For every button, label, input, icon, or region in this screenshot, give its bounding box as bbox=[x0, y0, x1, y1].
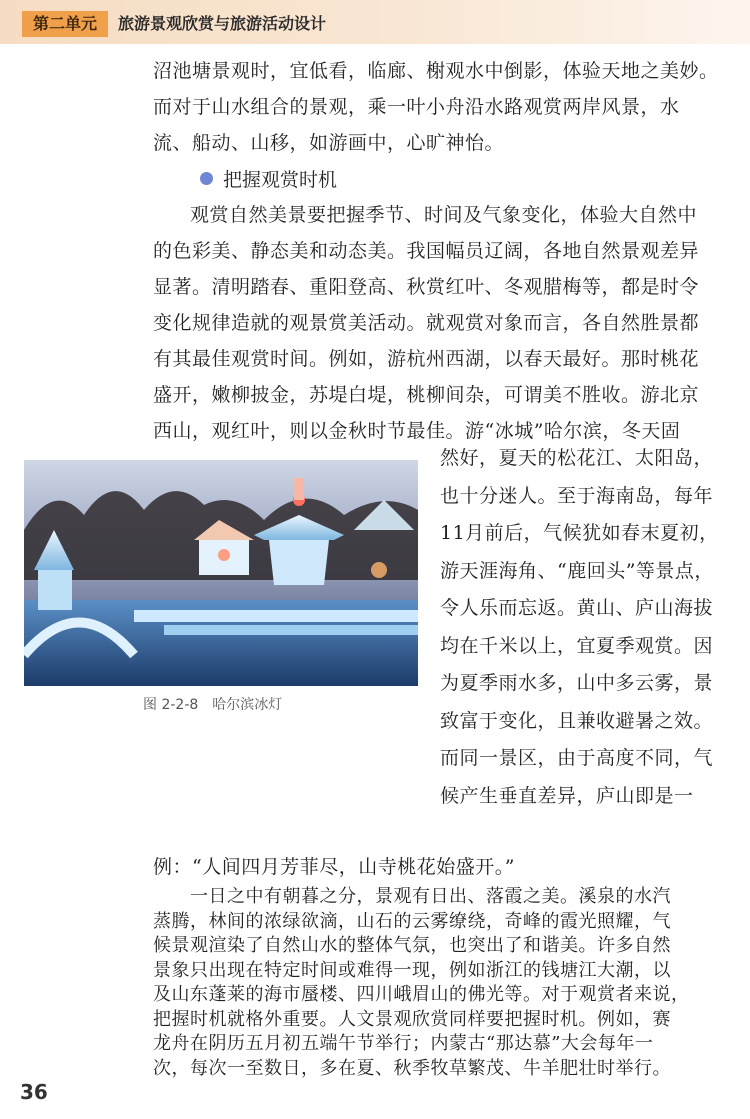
text-line: 均在千米以上，宜夏季观赏。因 bbox=[440, 634, 714, 657]
text-line: 令人乐而忘返。黄山、庐山海拔 bbox=[440, 597, 714, 619]
text-line: 而对于山水组合的景观，乘一叶小舟沿水路观赏两岸风景，水 bbox=[153, 96, 680, 118]
text-line: 例：“人间四月芳菲尽，山寺桃花始盛开。” bbox=[153, 856, 515, 878]
figure-caption: 图 2-2-8 哈尔滨冰灯 bbox=[143, 697, 283, 713]
text-line: 然好，夏天的松花江、太阳岛， bbox=[440, 447, 714, 469]
text-line: 把握时机就格外重要。人文景观欣赏同样要把握时机。例如，赛 bbox=[153, 1008, 671, 1030]
text-line: 沼池塘景观时，宜低看，临廊、榭观水中倒影，体验天地之美妙。 bbox=[153, 60, 719, 82]
text-line: 变化规律造就的观景赏美活动。就观赏对象而言，各自然胜景都 bbox=[153, 312, 700, 334]
text-line: 龙舟在阴历五月初五端午节举行；内蒙古“那达慕”大会每年一 bbox=[153, 1033, 654, 1054]
text-line: 11月前后，气候犹如春末夏初， bbox=[440, 522, 719, 544]
chapter-title: 旅游景观欣赏与旅游活动设计 bbox=[118, 14, 327, 33]
text-line: 盛开，嫩柳披金，苏堤白堤，桃柳间杂，可谓美不胜收。游北京 bbox=[153, 384, 700, 406]
text-line: 景象只出现在特定时间或难得一现，例如浙江的钱塘江大潮，以 bbox=[153, 959, 671, 981]
page-header bbox=[0, 0, 750, 44]
text-line: 显著。清明踏春、重阳登高、秋赏红叶、冬观腊梅等，都是时令 bbox=[153, 276, 700, 298]
text-line: 西山，观红叶，则以金秋时节最佳。游“冰城”哈尔滨，冬天固 bbox=[153, 420, 681, 442]
text-line: 游天涯海角、“鹿回头”等景点， bbox=[440, 559, 714, 582]
page-number: 36 bbox=[20, 1080, 48, 1104]
text-line: 流、船动、山移，如游画中，心旷神怡。 bbox=[153, 132, 505, 154]
text-line: 也十分迷人。至于海南岛，每年 bbox=[440, 484, 714, 507]
text-line: 观赏自然美景要把握季节、时间及气象变化，体验大自然中 bbox=[190, 204, 698, 226]
bullet-dot-icon bbox=[200, 172, 213, 185]
subheading-text: 把握观赏时机 bbox=[223, 169, 338, 191]
text-line: 蒸腾，林间的浓绿欲滴，山石的云雾缭绕，奇峰的霞光照耀，气 bbox=[153, 910, 671, 932]
section-subheading bbox=[200, 165, 337, 195]
text-line: 的色彩美、静态美和动态美。我国幅员辽阔，各地自然景观差异 bbox=[153, 240, 700, 262]
text-line: 次，每次一至数日，多在夏、秋季牧草繁茂、牛羊肥壮时举行。 bbox=[153, 1057, 671, 1079]
text-line: 及山东蓬莱的海市蜃楼、四川峨眉山的佛光等。对于观赏者来说， bbox=[153, 984, 690, 1005]
text-line: 有其最佳观赏时间。例如，游杭州西湖，以春天最好。那时桃花 bbox=[153, 348, 700, 370]
text-line: 候景观渲染了自然山水的整体气氛，也突出了和谐美。许多自然 bbox=[153, 935, 671, 956]
text-line: 致富于变化，且兼收避暑之效。 bbox=[440, 709, 714, 732]
unit-badge: 第二单元 bbox=[22, 11, 108, 37]
ice-lantern-photo bbox=[24, 460, 418, 686]
text-line: 为夏季雨水多，山中多云雾，景 bbox=[440, 672, 714, 694]
text-line: 一日之中有朝暮之分，景观有日出、落霞之美。溪泉的水汽 bbox=[190, 886, 671, 907]
text-line: 而同一景区，由于高度不同，气 bbox=[440, 747, 714, 769]
text-line: 候产生垂直差异，庐山即是一 bbox=[440, 784, 694, 807]
